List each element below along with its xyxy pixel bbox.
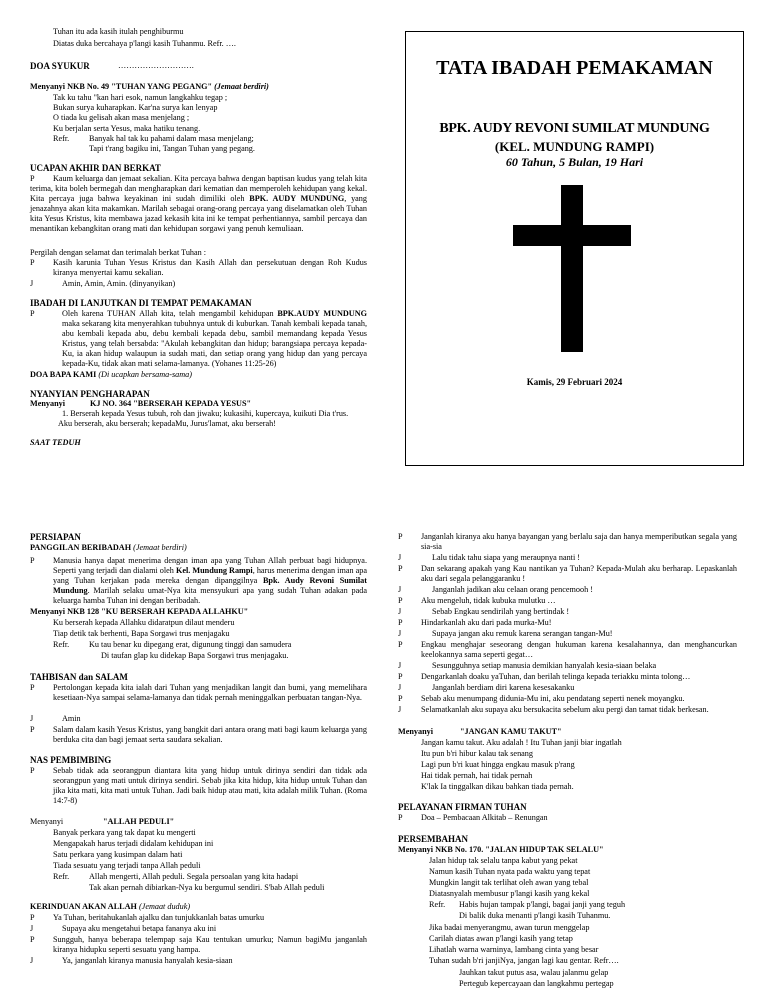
song-49-refr-line: Banyak hal tak ku pahami dalam masa menjelang; [89, 134, 254, 143]
doa-bapa-title: DOA BAPA KAMI [30, 370, 97, 379]
litany-line: Dan sekarang apakah yang Kau nantikan ya Tuhan? Kepada-Mulah aku berharap. Lepaskanlah aku dari segala pelanggaranku ! [421, 564, 737, 583]
song-49-refr-label: Refr. [53, 134, 70, 143]
litany-role: J [398, 607, 402, 616]
kerinduan-title: KERINDUAN AKAN ALLAH [30, 902, 137, 911]
litany-line: Aku mengeluh, tidak kubuka mulutku … [421, 596, 556, 605]
litany-line: Janganlah jadikan aku celaan orang pencemooh ! [432, 585, 593, 594]
allah-peduli-title: "ALLAH PEDULI" [103, 817, 175, 826]
takut-title: "JANGAN KAMU TAKUT" [460, 727, 562, 736]
panggilan-text [53, 556, 367, 606]
tahbisan-j: Amin [62, 714, 81, 723]
nyanyian-line: 1. Berserah kepada Yesus tubuh, roh dan jiwaku; kukasihi, kupercaya, kuikuti Dia t'rus. [62, 409, 349, 418]
kerinduan-role: P [30, 913, 35, 922]
song-49-line: Tak ku tahu "kan hari esok, namun langkahku tegap ; [53, 93, 228, 102]
song-170-line: Diatasnyalah membusur p'langi kasih yang kekal [429, 889, 590, 898]
ibadah-p-label: P [30, 309, 35, 318]
ucapan-text [30, 174, 367, 234]
ucapan-berkat: Kasih karunia Tuhan Yesus Kristus dan Kasih Allah dan persekutuan dengan Roh Kudus kiranya menyertai kamu sekalian. [53, 258, 367, 277]
peduli-refr-label: Refr. [53, 872, 70, 881]
ucapan-pergilah: Pergilah dengan selamat dan terimalah berkat Tuhan : [30, 248, 207, 257]
kerinduan-line: Ya, janganlah kiranya manusia hanyalah kesia-siaan [62, 956, 233, 965]
song-128-line: Ku berserah kepada Allahku didaratpun dilaut menderu [53, 618, 235, 627]
takut-line: Lagi pun b'ri kuat hingga engkau masuk p'rang [421, 760, 575, 769]
nas-title: NAS PEMBIMBING [30, 755, 112, 765]
ucapan-title: UCAPAN AKHIR DAN BERKAT [30, 163, 161, 173]
peduli-line: Satu perkara yang kusimpan dalam hati [53, 850, 183, 859]
litany-role: P [398, 618, 403, 627]
doa-bapa-note: (Di ucapkan bersama-sama) [98, 370, 192, 379]
ibadah-text-b: maka sekarang kita menyerahkan tubuhnya untuk di kuburkan. Tanah kembali kepada tanah, abu kembali kepada abu, debu kembali kepada debu, sambil memandang kepada Yesus Kristus, yang telah bersabda: "Akulah kebangkitan dan hidup; barangsiapa percaya kepada-Ku, ia akan hidup walaupun ia sudah mati, dan setiap orang yang hidup dan yang percaya kepada-Ku, tidak akan mati selama-lamanya. (Yohanes 11:25-26) [62, 319, 367, 368]
litany-line: Engkau menghajar seseorang dengan hukuman karena kesalahannya, dan menghancurkan keelokannya sama seperti gegat… [421, 640, 737, 659]
cover-title: TATA IBADAH PEMAKAMAN [436, 57, 713, 79]
ucapan-name: BPK. AUDY MUNDUNG [249, 194, 345, 203]
nyanyian-line: Aku berserah, aku berserah; kepadaMu, Jurus'lamat, aku berserah! [58, 419, 276, 428]
kerinduan-role: P [30, 935, 35, 944]
litany-line: Sebab Engkau sendirilah yang bertindak ! [432, 607, 570, 616]
song-170-line: Mungkin langit tak terlihat oleh awan yang tebal [429, 878, 589, 887]
kerinduan-note: (Jemaat duduk) [138, 902, 191, 911]
panggilan-p-label: P [30, 556, 35, 565]
ibadah-title: IBADAH DI LANJUTKAN DI TEMPAT PEMAKAMAN [30, 298, 252, 308]
litany-line: Selamatkanlah aku supaya aku bersukacita sebelum aku pergi dan tamat tidak berkesan. [421, 705, 709, 714]
song-49-title: Menyanyi NKB No. 49 "TUHAN YANG PEGANG" [30, 82, 213, 91]
cross-icon-bar [513, 225, 631, 246]
panggilan-text-b: , harus menerima dengan iman apa yang Tuhan kerjakan pada mereka dengan dipanggilnya [53, 566, 367, 585]
song-170-refr-line: Habis hujan tampak p'langi, bagai janji yang teguh [459, 900, 626, 909]
peduli-refr-line: Tak akan pernah dibiarkan-Nya ku bergumul sendiri. S'bab Allah peduli [89, 883, 325, 892]
song-170-end-line: Pertegub kepercayaan dan langkahmu pertegap [459, 979, 614, 988]
kerinduan-line: Ya Tuhan, beritahukanlah ajalku dan tunjukkanlah batas umurku [53, 913, 265, 922]
ucapan-berkat-label: P [30, 258, 35, 267]
nas-p-label: P [30, 766, 35, 775]
litany-role: J [398, 661, 402, 670]
song-49-line: O tiada ku gelisah akan masa menjelang ; [53, 113, 190, 122]
song-170-line: Tuhan sudah b'ri janjiNya, jangan lagi kau gentar. Refr…. [429, 956, 619, 965]
takut-line: Jangan kamu takut. Aku adalah ! Itu Tuhan janji biar ingatlah [421, 738, 622, 747]
cover-age: 60 Tahun, 5 Bulan, 19 Hari [505, 155, 644, 169]
song-49-line: Ku berjalan serta Yesus, maka hatiku tenang. [53, 124, 201, 133]
kerinduan-heading [30, 902, 190, 912]
takut-line: Hai tidak pernah, hai tidak pernah [421, 771, 533, 780]
cross-icon [561, 185, 583, 352]
litany-line: Supaya jangan aku remuk karena serangan tangan-Mu! [432, 629, 613, 638]
takut-line: Itu pun b'ri hibur kalau tak senang [421, 749, 533, 758]
peduli-line: Mengapakah harus terjadi didalam kehidupan ini [53, 839, 214, 848]
ucapan-text-a: Kaum keluarga dan jemaat sekalian. Kita percaya bahwa dengan baptisan kudus yang telah kita terima, kita boleh bermegah dan mengharapkan dari kematian dan memperoleh kehidupan yang kekal. Kita percaya juga bahwa keyakinan ini sudah dimiliki oleh [30, 174, 367, 203]
kerinduan-role: J [30, 956, 34, 965]
song-170-line: Jika badai menyerangmu, awan turun menggelap [429, 923, 590, 932]
litany-role: J [398, 705, 402, 714]
nyanyian-title: NYANYIAN PENGHARAPAN [30, 389, 150, 399]
litany-role: P [398, 564, 403, 573]
song-128-title: Menyanyi NKB 128 "KU BERSERAH KEPADA ALLAHKU" [30, 607, 249, 616]
litany-role: J [398, 629, 402, 638]
song-49-heading [30, 82, 269, 92]
song-170-line: Namun kasih Tuhan nyata pada waktu yang tepat [429, 867, 591, 876]
kerinduan-line: Sungguh, hanya beberapa telempap saja Kau tentukan umurku; Namun bagiMu janganlah kiranya hidupku seperti sesuatu yang hampa. [53, 935, 367, 954]
intro-line-1: Tuhan itu ada kasih itulah penghiburmu [53, 27, 184, 36]
song-128-refr-line: Ku tau benar ku dipegang erat, digunung tinggi dan samudera [89, 640, 292, 649]
song-170-title: Menyanyi NKB No. 170. "JALAN HIDUP TAK SELALU" [398, 845, 604, 854]
pelayanan-title: PELAYANAN FIRMAN TUHAN [398, 802, 527, 812]
panggilan-title: PANGGILAN BERIBADAH [30, 543, 132, 552]
song-170-refr-line: Di balik duka menanti p'langi kasih Tuhanmu. [459, 911, 611, 920]
tahbisan-p1-label: P [30, 683, 35, 692]
litany-line: Sebab aku menumpang didunia-Mu ini, aku pendatang seperti nenek moyangku. [421, 694, 685, 703]
panggilan-text-c: . Marilah selaku umat-Nya kita mensyukuri apa yang sudah Tuhan adakan pada keluarga hamba Tuhan ini dengan beribadah. [53, 586, 367, 605]
panggilan-note: (Jemaat berdiri) [133, 543, 187, 552]
litany-role: P [398, 532, 403, 541]
kerinduan-line: Supaya aku mengetahui betapa fananya aku ini [62, 924, 217, 933]
cover-name: BPK. AUDY REVONI SUMILAT MUNDUNG [439, 121, 710, 136]
ucapan-j-text: Amin, Amin, Amin. (dinyanyikan) [62, 279, 176, 288]
panggilan-heading [30, 543, 187, 553]
saat-teduh: SAAT TEDUH [30, 438, 81, 447]
ucapan-p-label: P [30, 174, 35, 183]
song-128-refr-line: Di taufan glap ku didekap Bapa Sorgawi trus menjagaku. [101, 651, 289, 660]
intro-line-2: Diatas duka bercahaya p'langi kasih Tuhanmu. Refr. …. [53, 39, 236, 48]
nyanyian-song: KJ NO. 364 "BERSERAH KEPADA YESUS" [90, 399, 252, 408]
ucapan-text-b: , yang jenazahnya akan kita makamkan. Marilah sebagai orang-orang percaya yang diselamatkan oleh Tuhan kita Yesus Kristus, kita membawa jazad kekasih kita ini ke tempat perhentiannya, sambil percaya dan menantikan kebangkitan orang mati dan kehidupan sorgawi yang penuh kemuliaan. [30, 194, 367, 233]
litany-line: Janganlah berdiam diri karena kesesakanku [432, 683, 575, 692]
takut-line: K'lak Ia tinggalkan dikau bahkan tiada pernah. [421, 782, 574, 791]
doa-bapa-kami [30, 370, 192, 380]
tahbisan-j-label: J [30, 714, 34, 723]
peduli-refr-line: Allah mengerti, Allah peduli. Segala persoalan yang kita hadapi [89, 872, 299, 881]
song-170-refr-label: Refr. [429, 900, 446, 909]
persiapan-title: PERSIAPAN [30, 532, 81, 542]
song-49-note: (Jemaat berdiri) [214, 82, 269, 91]
litany-role: P [398, 672, 403, 681]
song-128-refr-label: Refr. [53, 640, 70, 649]
litany-role: J [398, 683, 402, 692]
ibadah-text [62, 309, 367, 369]
pelayanan-text: Doa – Pembacaan Alkitab – Renungan [421, 813, 548, 822]
nyanyian-label: Menyanyi [30, 399, 66, 408]
litany-role: J [398, 585, 402, 594]
litany-line: Lalu tidak tahu siapa yang meraupnya nanti ! [432, 553, 581, 562]
litany-line: Dengarkanlah doaku yaTuhan, dan berilah telinga kepada teriakku minta tolong… [421, 672, 691, 681]
tahbisan-title: TAHBISAN dan SALAM [30, 672, 128, 682]
takut-label: Menyanyi [398, 727, 434, 736]
peduli-line: Banyak perkara yang tak dapat ku mengerti [53, 828, 196, 837]
ibadah-name: BPK.AUDY MUNDUNG [277, 309, 368, 318]
ibadah-text-a: Oleh karena TUHAN Allah kita, telah mengambil kehidupan [62, 309, 278, 318]
song-170-end-line: Jauhkan takut putus asa, walau jalanmu gelap [459, 968, 609, 977]
panggilan-name-2: Bpk. Audy Revoni Sumilat Mundung [53, 576, 367, 595]
litany-line: Janganlah kiranya aku hanya bayangan yang berlalu saja dan hanya mempeributkan segala yang sia-sia [421, 532, 737, 551]
song-170-line: Carilah diatas awan p'langi kasih yang tetap [429, 934, 573, 943]
tahbisan-p2: Salam dalam kasih Yesus Kristus, yang bangkit dari antara orang mati bagi kaum keluarga yang berduka cita dan bagi jemaat serta saudara sekalian. [53, 725, 367, 744]
peduli-line: Tiada sesuatu yang terjadi tanpa Allah peduli [53, 861, 201, 870]
ucapan-j-label: J [30, 279, 34, 288]
pelayanan-label: P [398, 813, 403, 822]
litany-role: P [398, 694, 403, 703]
litany-line: Hindarkanlah aku dari pada murka-Mu! [421, 618, 552, 627]
cover-alias: (KEL. MUNDUNG RAMPI) [494, 139, 655, 154]
song-128-line: Tiap detik tak berhenti, Bapa Sorgawi trus menjagaku [53, 629, 230, 638]
panggilan-name-1: Kel. Mundung Rampi [175, 566, 253, 575]
doa-syukur-dots: ………………………. [118, 61, 194, 70]
cover-date: Kamis, 29 Februari 2024 [526, 377, 623, 387]
panggilan-text-a: Manusia hanya dapat menerima dengan iman apa yang Tuhan Allah perbuat bagi hidupnya. Seperti yang terjadi dan dialami oleh [53, 556, 367, 575]
tahbisan-p1: Pertolongan kepada kita ialah dari Tuhan yang menjadikan langit dan bumi, yang memelihara kesetiaan-Nya sampai selama-lamanya dan tidak pernah meninggalkan perbuatan tangan-Nya. [53, 683, 367, 702]
litany-role: J [398, 553, 402, 562]
nas-text: Sebab tidak ada seorangpun diantara kita yang hidup untuk dirinya sendiri dan tidak ada seorangpun yang mati untuk dirinya sendiri. Sebab jika kita hidup, kita hidup untuk Tuhan dan jika kita mati, kita mati untuk Tuhan. Jadi baik hidup atau mati, kita adalah milik Tuhan. (Roma 14:7-8) [53, 766, 367, 805]
kerinduan-role: J [30, 924, 34, 933]
litany-role: P [398, 596, 403, 605]
song-170-line: Lihatlah warna warninya, lambang cinta yang besar [429, 945, 599, 954]
allah-peduli-label: Menyanyi [30, 817, 64, 826]
song-49-line: Bukan surya kuharapkan. Kar'na surya kan lenyap [53, 103, 218, 112]
litany-line: Sesungguhnya setiap manusia demikian hanyalah kesia-siaan belaka [432, 661, 657, 670]
persembahan-title: PERSEMBAHAN [398, 834, 469, 844]
song-49-refr-line: Tapi t'rang bagiku ini, Tangan Tuhan yang pegang. [89, 144, 255, 153]
litany-role: P [398, 640, 403, 649]
doa-syukur-title: DOA SYUKUR [30, 61, 90, 71]
tahbisan-p2-label: P [30, 725, 35, 734]
song-170-line: Jalan hidup tak selalu tanpa kabut yang pekat [429, 856, 578, 865]
